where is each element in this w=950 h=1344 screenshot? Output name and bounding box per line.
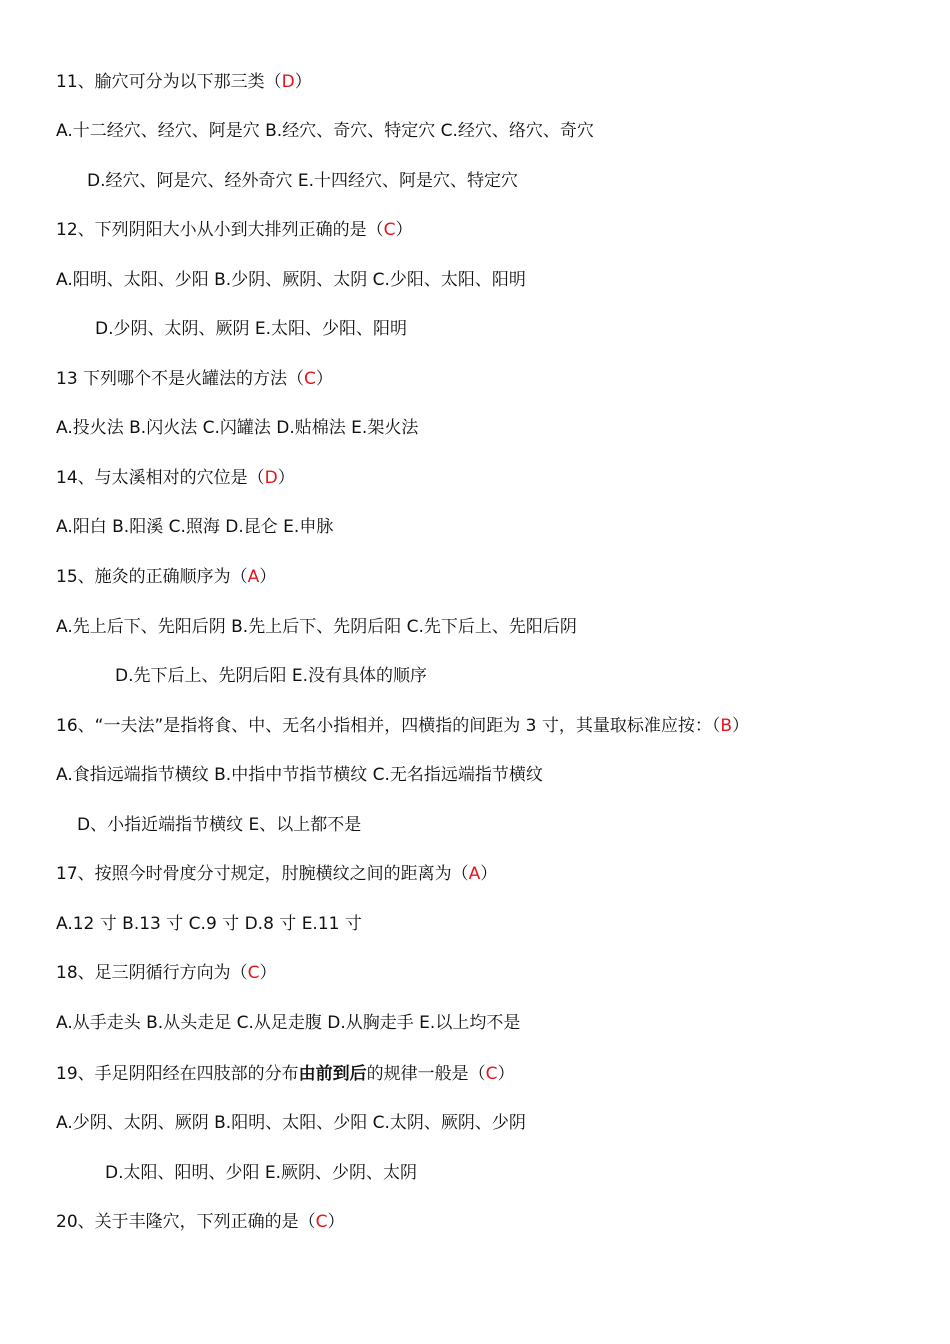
option-line: A.阳白 B.阳溪 C.照海 D.昆仑 E.申脉 [56,517,334,537]
question-stem [56,365,333,393]
option-line: A.少阴、太阴、厥阴 B.阳明、太阳、少阳 C.太阴、厥阴、少阴 [56,1113,526,1133]
stem-text: 11、腧穴可分为以下那三类（ [56,72,282,92]
question-stem [56,712,749,740]
stem-close: ） [395,220,413,240]
stem-close: ） [294,72,312,92]
stem-close: ） [259,567,277,587]
answer-letter: C [485,1064,498,1084]
stem-text: 14、与太溪相对的穴位是（ [56,468,265,488]
option-line: A.12 寸 B.13 寸 C.9 寸 D.8 寸 E.11 寸 [56,914,362,934]
question-stem [56,68,312,96]
answer-letter: C [304,369,316,389]
answer-letter: A [247,567,260,587]
stem-text: 13 下列哪个不是火罐法的方法（ [56,369,305,389]
answer-letter: D [264,468,278,488]
stem-emphasis: 由前到后 [298,1064,367,1084]
option-line: D.太阳、阳明、少阳 E.厥阴、少阴、太阴 [105,1163,418,1183]
question-stem [56,464,295,492]
stem-text: 20、关于丰隆穴，下列正确的是（ [56,1212,316,1232]
option-line: A.投火法 B.闪火法 C.闪罐法 D.贴棉法 E.架火法 [56,418,419,438]
stem-text: 15、施灸的正确顺序为（ [56,567,248,587]
question-stem [56,860,497,888]
question-stem [56,1060,515,1088]
stem-text: 19、手足阴阳经在四肢部的分布 [56,1064,299,1084]
stem-text: 12、下列阴阳大小从小到大排列正确的是（ [56,220,384,240]
stem-close: ） [327,1212,345,1232]
stem-text: 16、“一夫法”是指将食、中、无名小指相并，四横指的间距为 3 寸，其量取标准应按：（ [56,716,721,736]
stem-close: ） [480,864,498,884]
option-line: D、小指近端指节横纹 E、以上都不是 [77,815,362,835]
option-line: A.先上后下、先阳后阴 B.先上后下、先阴后阳 C.先下后上、先阳后阴 [56,617,577,637]
stem-close: ） [315,369,333,389]
option-line: A.从手走头 B.从头走足 C.从足走腹 D.从胸走手 E.以上均不是 [56,1013,521,1033]
stem-close: ） [259,963,277,983]
stem-close: ） [277,468,295,488]
answer-letter: C [247,963,260,983]
answer-letter: C [315,1212,328,1232]
stem-text: 18、足三阴循行方向为（ [56,963,248,983]
option-line: A.十二经穴、经穴、阿是穴 B.经穴、奇穴、特定穴 C.经穴、络穴、奇穴 [56,121,594,141]
answer-letter: A [468,864,481,884]
option-line: D.少阴、太阴、厥阴 E.太阳、少阳、阳明 [95,319,408,339]
answer-letter: D [281,72,295,92]
stem-close: ） [497,1064,515,1084]
option-line: D.经穴、阿是穴、经外奇穴 E.十四经穴、阿是穴、特定穴 [87,171,519,191]
question-stem [56,216,413,244]
question-stem [56,959,277,987]
stem-text: 17、按照今时骨度分寸规定，肘腕横纹之间的距离为（ [56,864,469,884]
answer-letter: C [383,220,396,240]
question-stem [56,1208,345,1236]
question-stem [56,563,276,591]
answer-letter: B [720,716,733,736]
option-line: A.食指远端指节横纹 B.中指中节指节横纹 C.无名指远端指节横纹 [56,765,543,785]
option-line: D.先下后上、先阴后阳 E.没有具体的顺序 [115,666,428,686]
stem-text-mid: 的规律一般是（ [366,1064,486,1084]
stem-close: ） [732,716,750,736]
option-line: A.阳明、太阳、少阳 B.少阴、厥阴、太阴 C.少阳、太阳、阳明 [56,270,526,290]
